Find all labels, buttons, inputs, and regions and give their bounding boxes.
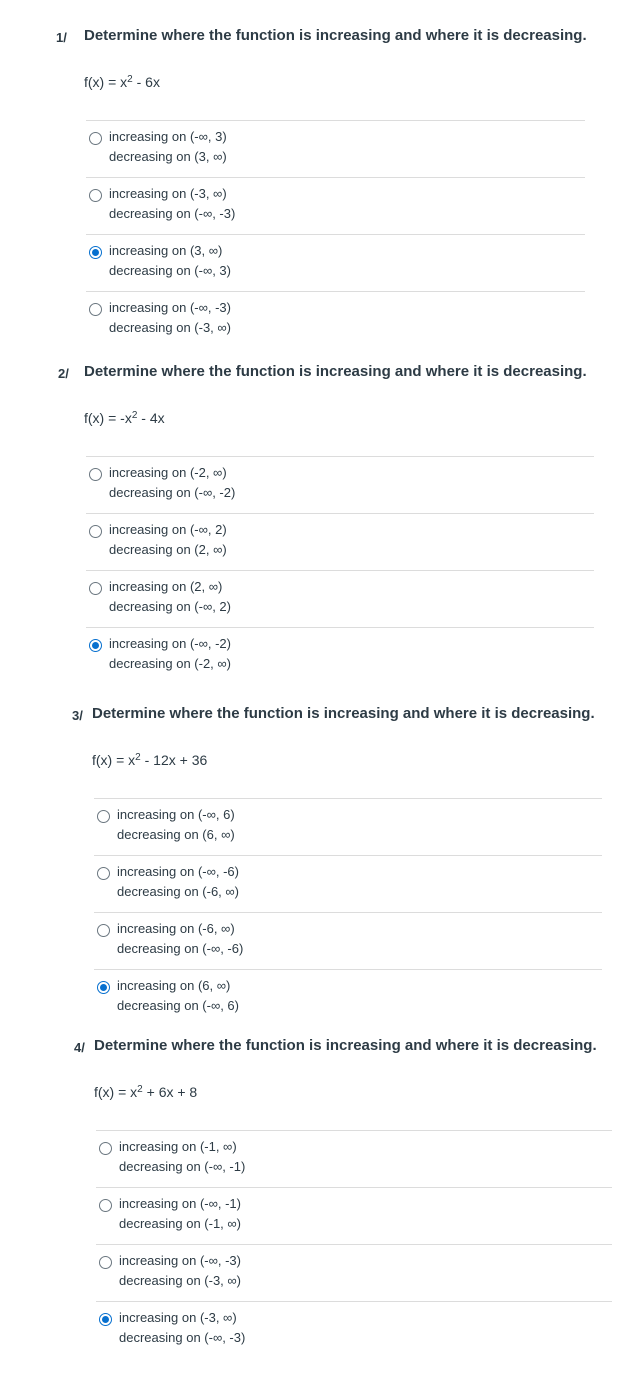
question-header	[0, 363, 600, 385]
answer-option[interactable]	[86, 457, 594, 514]
answer-option[interactable]	[86, 121, 585, 178]
function-suffix: - 6x	[132, 74, 160, 90]
function-exponent: 2	[127, 74, 133, 85]
answer-option[interactable]	[94, 799, 602, 856]
answer-option[interactable]	[96, 1245, 612, 1302]
answer-decreasing: decreasing on (-∞, 6)	[117, 998, 239, 1013]
function-suffix: - 12x + 36	[140, 752, 208, 768]
answer-increasing: increasing on (-3, ∞)	[119, 1310, 237, 1325]
answer-increasing: increasing on (-∞, 2)	[109, 522, 227, 537]
function-exponent: 2	[131, 410, 138, 421]
answer-increasing: increasing on (3, ∞)	[109, 243, 223, 258]
question-title: Determine where the function is increasing and where it is decreasing.	[92, 705, 595, 722]
function-suffix: + 6x + 8	[142, 1084, 198, 1100]
answer-decreasing: decreasing on (-∞, -2)	[109, 485, 236, 500]
radio-button-selected[interactable]	[89, 639, 102, 652]
radio-button[interactable]	[89, 189, 102, 202]
function-prefix: f(x) = x	[94, 1084, 138, 1100]
answer-decreasing: decreasing on (-∞, -1)	[119, 1159, 246, 1174]
function-exponent: 2	[137, 1084, 143, 1095]
answer-decreasing: decreasing on (-∞, 3)	[109, 263, 231, 278]
answer-increasing: increasing on (-∞, -1)	[119, 1196, 241, 1211]
question-4	[0, 1037, 600, 1345]
answer-list	[96, 1130, 612, 1359]
answer-decreasing: decreasing on (2, ∞)	[109, 542, 227, 557]
answer-decreasing: decreasing on (3, ∞)	[109, 149, 227, 164]
function-suffix: - 4x	[137, 410, 165, 426]
question-function	[84, 74, 160, 90]
function-prefix: f(x) = x	[92, 752, 136, 768]
answer-increasing: increasing on (-1, ∞)	[119, 1139, 237, 1154]
radio-button[interactable]	[89, 132, 102, 145]
question-number: 2/	[58, 366, 69, 381]
answer-option[interactable]	[86, 628, 594, 685]
answer-increasing: increasing on (-2, ∞)	[109, 465, 227, 480]
question-number: 1/	[56, 30, 67, 45]
answer-list	[94, 798, 602, 1027]
answer-increasing: increasing on (-∞, -6)	[117, 864, 239, 879]
answer-decreasing: decreasing on (-1, ∞)	[119, 1216, 241, 1231]
question-1	[0, 27, 600, 335]
answer-increasing: increasing on (-∞, -2)	[109, 636, 231, 651]
question-3	[0, 705, 600, 1013]
answer-decreasing: decreasing on (6, ∞)	[117, 827, 235, 842]
answer-list	[86, 456, 594, 685]
question-function	[94, 1084, 197, 1100]
answer-increasing: increasing on (2, ∞)	[109, 579, 223, 594]
question-header	[0, 1037, 600, 1059]
question-title: Determine where the function is increasing and where it is decreasing.	[84, 27, 587, 44]
answer-option[interactable]	[96, 1131, 612, 1188]
radio-button[interactable]	[99, 1256, 112, 1269]
answer-increasing: increasing on (-3, ∞)	[109, 186, 227, 201]
question-header	[0, 705, 600, 727]
answer-option[interactable]	[94, 970, 602, 1027]
radio-button[interactable]	[97, 867, 110, 880]
answer-option[interactable]	[86, 178, 585, 235]
question-header	[0, 27, 600, 49]
answer-increasing: increasing on (-∞, 3)	[109, 129, 227, 144]
radio-button-selected[interactable]	[97, 981, 110, 994]
answer-option[interactable]	[94, 913, 602, 970]
answer-decreasing: decreasing on (-∞, -6)	[117, 941, 244, 956]
answer-option[interactable]	[96, 1302, 612, 1359]
answer-option[interactable]	[86, 571, 594, 628]
answer-option[interactable]	[96, 1188, 612, 1245]
function-exponent: 2	[135, 752, 141, 763]
radio-button[interactable]	[89, 303, 102, 316]
radio-button[interactable]	[89, 582, 102, 595]
radio-button[interactable]	[99, 1142, 112, 1155]
answer-decreasing: decreasing on (-∞, -3)	[119, 1330, 246, 1345]
question-title: Determine where the function is increasing and where it is decreasing.	[94, 1037, 597, 1054]
question-title: Determine where the function is increasing and where it is decreasing.	[84, 363, 587, 380]
radio-button[interactable]	[89, 468, 102, 481]
answer-increasing: increasing on (-6, ∞)	[117, 921, 235, 936]
answer-decreasing: decreasing on (-∞, -3)	[109, 206, 236, 221]
answer-increasing: increasing on (-∞, -3)	[109, 300, 231, 315]
function-prefix: f(x) = x	[84, 74, 128, 90]
question-number: 4/	[74, 1040, 85, 1055]
answer-decreasing: decreasing on (-2, ∞)	[109, 656, 231, 671]
answer-decreasing: decreasing on (-3, ∞)	[109, 320, 231, 335]
answer-increasing: increasing on (6, ∞)	[117, 978, 231, 993]
function-prefix: f(x) = -x	[84, 410, 132, 426]
answer-decreasing: decreasing on (-∞, 2)	[109, 599, 231, 614]
answer-list	[86, 120, 585, 349]
question-2	[0, 363, 600, 671]
answer-option[interactable]	[86, 514, 594, 571]
radio-button[interactable]	[89, 525, 102, 538]
answer-option[interactable]	[86, 235, 585, 292]
radio-button[interactable]	[97, 810, 110, 823]
answer-decreasing: decreasing on (-6, ∞)	[117, 884, 239, 899]
answer-decreasing: decreasing on (-3, ∞)	[119, 1273, 241, 1288]
radio-button[interactable]	[99, 1199, 112, 1212]
radio-button-selected[interactable]	[89, 246, 102, 259]
question-function	[84, 410, 165, 426]
answer-option[interactable]	[86, 292, 585, 349]
radio-button-selected[interactable]	[99, 1313, 112, 1326]
answer-increasing: increasing on (-∞, 6)	[117, 807, 235, 822]
answer-increasing: increasing on (-∞, -3)	[119, 1253, 241, 1268]
question-number: 3/	[72, 708, 83, 723]
question-function	[92, 752, 207, 768]
answer-option[interactable]	[94, 856, 602, 913]
radio-button[interactable]	[97, 924, 110, 937]
